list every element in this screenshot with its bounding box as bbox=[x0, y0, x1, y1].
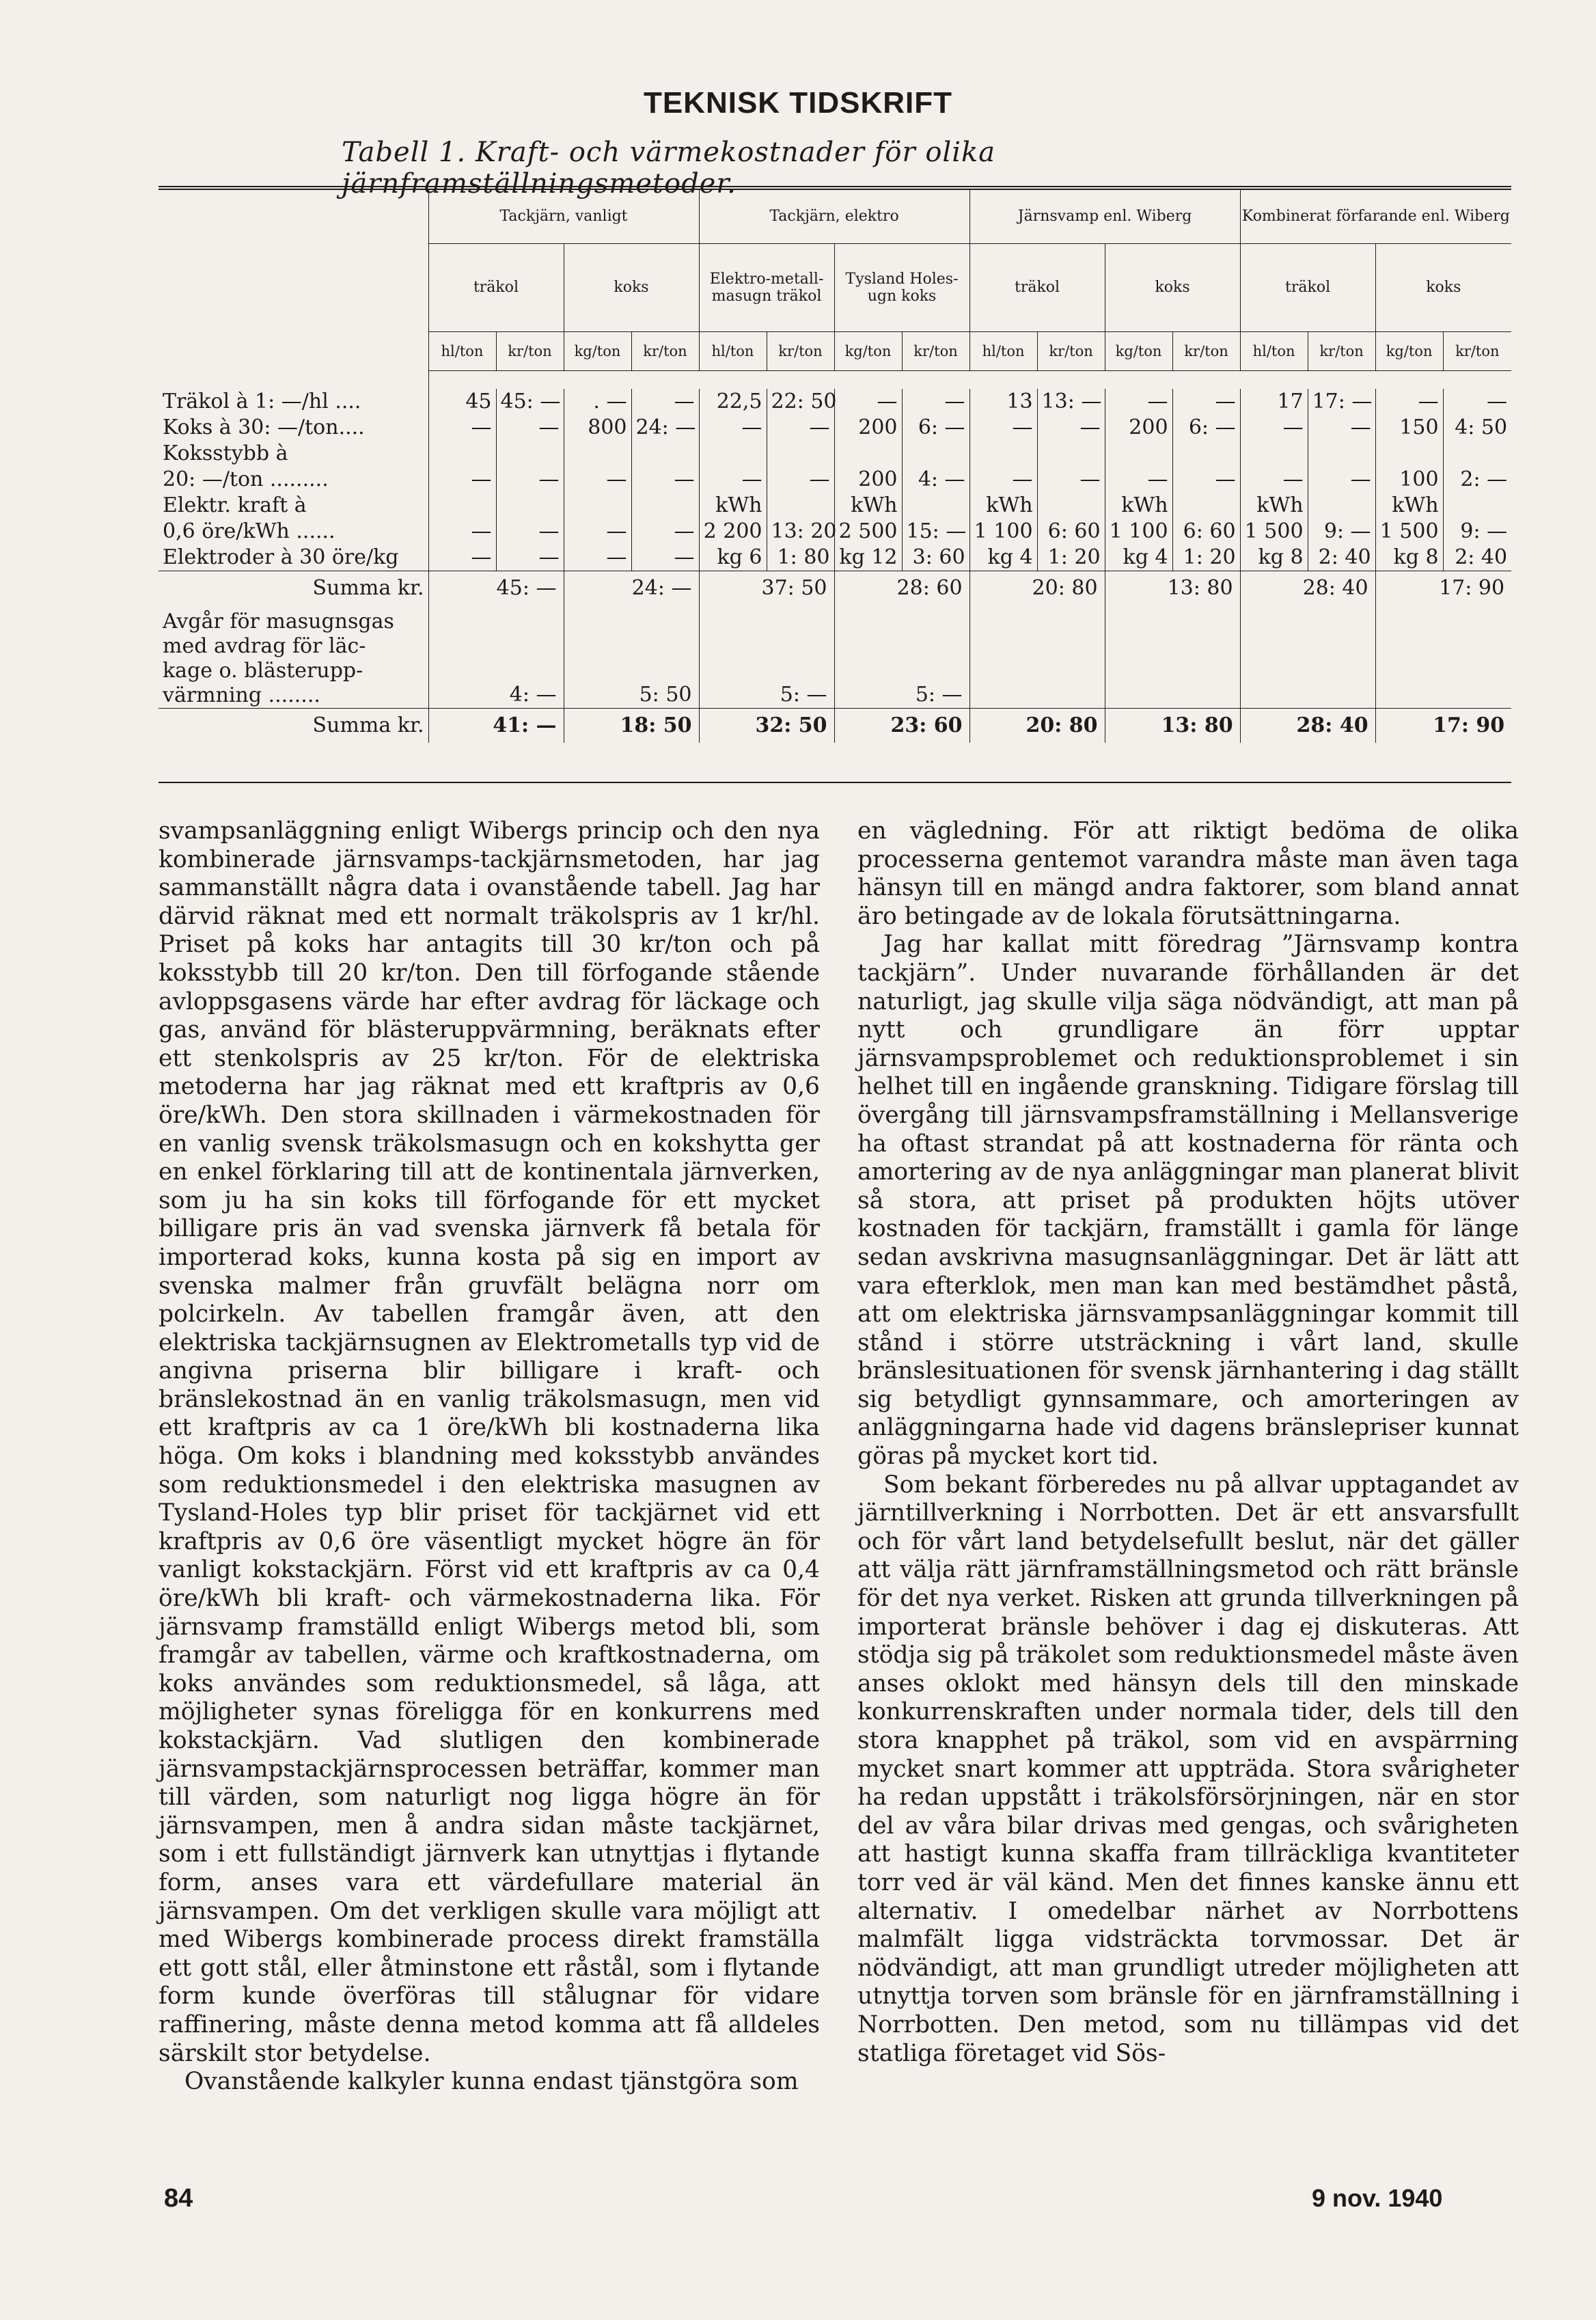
unit-header: kr/ton bbox=[767, 332, 834, 371]
table-cell: kWh bbox=[969, 493, 1037, 519]
header-blank bbox=[159, 332, 428, 371]
table-cell: — bbox=[1105, 389, 1172, 415]
table-cell: — bbox=[631, 519, 699, 545]
spacer bbox=[159, 371, 428, 390]
sum-cell: 37: 50 bbox=[699, 571, 834, 606]
table-cell: — bbox=[631, 389, 699, 415]
row-label: Träkol à 1: —/hl .... bbox=[163, 390, 361, 413]
unit-header: hl/ton bbox=[1240, 332, 1308, 371]
sum-cell: 45: — bbox=[428, 571, 564, 606]
unit-header: kr/ton bbox=[1308, 332, 1375, 371]
subgroup-header: koks bbox=[564, 244, 699, 332]
table-cell: 9: — bbox=[1308, 519, 1375, 545]
table-cell: — bbox=[496, 415, 564, 441]
subgroup-header: koks bbox=[1105, 244, 1240, 332]
unit-header: kr/ton bbox=[1172, 332, 1240, 371]
table-cell: kWh bbox=[834, 493, 902, 519]
unit-header: hl/ton bbox=[428, 332, 496, 371]
header-blank bbox=[159, 244, 428, 332]
table-cell: — bbox=[767, 415, 834, 441]
total-cell: 23: 60 bbox=[834, 709, 969, 743]
unit-header: kr/ton bbox=[902, 332, 969, 371]
cost-table-grid bbox=[159, 190, 1511, 743]
paragraph: Som bekant förberedes nu på allvar upptagandet av järntillverkning i Norrbotten. Det är ett ansvarsfullt och för vårt land betydelsefullt beslut, när det gäller att välja rätt järnframställningsmetod och rätt bränsle för det nya verket. Risken att grunda tillverkningen på importerat bränsle behöver i dag ej diskuteras. Att stödja sig på träkolet som reduktionsmedel måste även anses oklokt med hänsyn dels till den minskade konkurrenskraften under normala tider, dels till den stora knapphet på träkol, som vid en avspärrning mycket snart kommer att uppträda. Stora svårigheter ha redan uppstått i träkolsförsörjningen, när en stor del av våra bilar drivas med gengas, och svårigheten att hastigt kunna skaffa fram tillräckliga kvantiteter torr ved är väl känd. Men det finnes kanske ännu ett alternativ. I omedelbar närhet av Norrbottens malmfält ligga vidsträckta torvmossar. Det är nödvändigt, att man grundligt utreder möjligheten att utnyttja torven som bränsle för en järnframställning i Norrbotten. Den metod, som nu tillämpas vid det statliga företaget vid Sös- bbox=[857, 1471, 1519, 2067]
subgroup-header: Elektro-metall-masugn träkol bbox=[699, 244, 834, 332]
table-cell bbox=[1308, 441, 1375, 467]
unit-header: kg/ton bbox=[1105, 332, 1172, 371]
group-header: Tackjärn, elektro bbox=[699, 190, 969, 244]
paragraph: svampsanläggning enligt Wibergs princip och den nya kombinerade järnsvamps-tackjärnsmetoden, har jag sammanställt några data i ovanstående tabell. Jag har därvid räknat med ett normalt träkolspris av 1 kr/hl. Priset på koks har antagits till 30 kr/ton och på koksstybb till 20 kr/ton. Den till förfogande stående avloppsgasens värde har efter avdrag för läckage och gas, använd för blästeruppvärmning, beräknats efter ett stenkolspris av 25 kr/ton. För de elektriska metoderna har jag räknat med ett kraftpris av 0,6 öre/kWh. Den stora skillnaden i värmekostnaden för en vanlig svensk träkolsmasugn och en kokshytta ger en enkel förklaring till att de kontinentala järnverken, som ju ha sin koks till förfogande för ett mycket billigare pris än vad svenska järnverk få betala för importerad koks, kunna kosta på sig en import av svenska malmer från gruvfält belägna norr om polcirkeln. Av tabellen framgår även, att den elektriska tackjärnsugnen av Elektrometalls typ vid de angivna priserna blir billigare i kraft- och bränslekostnad än en vanlig träkolsmasugn, men vid ett kraftpris av ca 1 öre/kWh bli kostnaderna lika höga. Om koks i blandning med koksstybb användes som reduktionsmedel i den elektriska masugnen av Tysland-Holes typ blir priset för tackjärnet vid ett kraftpris av 0,6 öre väsentligt mycket högre än för vanligt kokstackjärn. Först vid ett kraftpris av ca 0,4 öre/kWh bli kraft- och värmekostnaderna lika. För järnsvamp framställd enligt Wibergs metod bli, som framgår av tabellen, värme och kraftkostnaderna, om koks användes som reduktionsmedel, så låga, att möjligheter synas föreligga för en konkurrens med kokstackjärn. Vad slutligen den kombinerade järnsvampstackjärnsprocessen beträffar, kommer man till värden, som naturligt nog ligga högre än för järnsvampen, men å andra sidan måste tackjärnet, som i ett fullständigt järnverk kan utnyttjas i flytande form, anses vara ett värdefullare material än järnsvampen. Om det verkligen skulle vara möjligt att med Wibergs kombinerade process direkt framställa ett gott stål, eller åtminstone ett råstål, som i flytande form kunde överföras till stålugnar för vidare raffinering, måste denna metod komma att få alldeles särskilt stor betydelse. bbox=[159, 817, 820, 2067]
deduct-label-line: värmning ........ bbox=[163, 683, 320, 707]
table-cell: 6: 60 bbox=[1172, 519, 1240, 545]
table-cell: kg 12 bbox=[834, 545, 902, 571]
table-cell: kWh bbox=[699, 493, 767, 519]
deduct-cell bbox=[1240, 605, 1375, 709]
table-cell bbox=[699, 441, 767, 467]
header-blank bbox=[159, 190, 428, 244]
sum-label: Summa kr. bbox=[159, 709, 428, 743]
table-row bbox=[159, 493, 1511, 519]
page-number: 84 bbox=[164, 2184, 193, 2213]
table-cell: 17 bbox=[1240, 389, 1308, 415]
table-cell: 17: — bbox=[1308, 389, 1375, 415]
sum-cell: 13: 80 bbox=[1105, 571, 1240, 606]
row-label: 20: —/ton ......... bbox=[163, 467, 329, 491]
table-cell: 2 500 bbox=[834, 519, 902, 545]
table-cell: — bbox=[1308, 415, 1375, 441]
table-cell: — bbox=[631, 545, 699, 571]
table-cell: — bbox=[969, 467, 1037, 493]
paragraph: Jag har kallat mitt föredrag ”Järnsvamp kontra tackjärn”. Under nuvarande förhållanden är det naturligt, jag skulle vilja säga nödvändigt, att man på nytt och grundligare än förr upptar järnsvampsproblemet och reduktionsproblemet i sin helhet till en ingående granskning. Tidigare förslag till övergång till järnsvampsframställning i Mellansverige ha oftast strandat på att kostnaderna för ränta och amortering av de nya anläggningar man planerat blivit så stora, att priset på produkten höjts utöver kostnaden för tackjärn, framställt i gamla för länge sedan avskrivna masugnsanläggningar. Det är lätt att vara efterklok, men man kan med bestämdhet påstå, att om elektriska järnsvampsanläggningar kommit till stånd i större utsträckning i vårt land, skulle bränslesituationen för svensk järnhantering i dag ställt sig betydligt gynnsammare, och amorteringen av anläggningarna hade vid dagens bränslepriser kunnat göras på mycket kort tid. bbox=[857, 931, 1519, 1471]
unit-header: kg/ton bbox=[1375, 332, 1443, 371]
table-cell: 13: 20 bbox=[767, 519, 834, 545]
table-row bbox=[159, 441, 1511, 467]
table-cell: — bbox=[564, 467, 631, 493]
table-cell: — bbox=[969, 415, 1037, 441]
subgroup-header: träkol bbox=[1240, 244, 1375, 332]
table-cell: 1: 20 bbox=[1172, 545, 1240, 571]
total-cell: 13: 80 bbox=[1105, 709, 1240, 743]
table-cell: — bbox=[1240, 467, 1308, 493]
table-cell bbox=[1172, 493, 1240, 519]
table-cell bbox=[767, 493, 834, 519]
unit-header: hl/ton bbox=[969, 332, 1037, 371]
table-cell: 13: — bbox=[1037, 389, 1105, 415]
total-cell: 41: — bbox=[428, 709, 564, 743]
table-cell: . — bbox=[564, 389, 631, 415]
sum-label: Summa kr. bbox=[159, 571, 428, 606]
table-cell bbox=[1105, 441, 1172, 467]
table-cell: 45: — bbox=[496, 389, 564, 415]
table-cell bbox=[834, 441, 902, 467]
unit-header: kr/ton bbox=[1443, 332, 1511, 371]
table-cell: — bbox=[428, 545, 496, 571]
deduct-cell: 5: — bbox=[834, 605, 969, 709]
table-cell: kg 6 bbox=[699, 545, 767, 571]
deduct-cell bbox=[1105, 605, 1240, 709]
sum-cell: 17: 90 bbox=[1375, 571, 1511, 606]
table-cell: 1: 20 bbox=[1037, 545, 1105, 571]
table-cell bbox=[1172, 441, 1240, 467]
issue-date: 9 nov. 1940 bbox=[1312, 2184, 1443, 2212]
deduct-label-line: med avdrag för läc- bbox=[163, 634, 366, 658]
row-label: Koksstybb à bbox=[163, 441, 288, 465]
table-cell: — bbox=[834, 389, 902, 415]
table-cell: — bbox=[1037, 467, 1105, 493]
table-cell bbox=[428, 441, 496, 467]
unit-header: kg/ton bbox=[564, 332, 631, 371]
table-cell bbox=[1037, 441, 1105, 467]
table-cell: kWh bbox=[1105, 493, 1172, 519]
table-cell: — bbox=[1308, 467, 1375, 493]
table-row bbox=[159, 545, 1511, 571]
table-cell: — bbox=[1240, 415, 1308, 441]
unit-header: kr/ton bbox=[631, 332, 699, 371]
table-cell bbox=[902, 493, 969, 519]
table-cell bbox=[564, 441, 631, 467]
sum-cell: 24: — bbox=[564, 571, 699, 606]
table-cell: kWh bbox=[1240, 493, 1308, 519]
table-cell bbox=[496, 441, 564, 467]
table-cell: kg 8 bbox=[1240, 545, 1308, 571]
deduct-cell bbox=[969, 605, 1105, 709]
row-label: 0,6 öre/kWh ...... bbox=[163, 519, 335, 543]
table-cell: 6: — bbox=[1172, 415, 1240, 441]
table-cell: 3: 60 bbox=[902, 545, 969, 571]
table-cell: 9: — bbox=[1443, 519, 1511, 545]
table-cell: 6: 60 bbox=[1037, 519, 1105, 545]
table-cell: 4: 50 bbox=[1443, 415, 1511, 441]
table-cell: — bbox=[699, 415, 767, 441]
table-cell: — bbox=[1037, 415, 1105, 441]
group-header: Tackjärn, vanligt bbox=[428, 190, 699, 244]
table-cell: 1 500 bbox=[1375, 519, 1443, 545]
table-row bbox=[159, 519, 1511, 545]
table-cell: — bbox=[428, 519, 496, 545]
table-cell: — bbox=[496, 519, 564, 545]
table-cell: — bbox=[1172, 467, 1240, 493]
table-cell: — bbox=[1172, 389, 1240, 415]
table-cell: 200 bbox=[834, 415, 902, 441]
table-row bbox=[159, 467, 1511, 493]
table-cell: 200 bbox=[1105, 415, 1172, 441]
subgroup-header: träkol bbox=[428, 244, 564, 332]
table-body bbox=[159, 389, 1511, 571]
table-row bbox=[159, 389, 1511, 415]
table-cell: — bbox=[1105, 467, 1172, 493]
right-column bbox=[857, 817, 1519, 2068]
row-label: Elektr. kraft à bbox=[163, 493, 307, 517]
table-cell: kg 4 bbox=[1105, 545, 1172, 571]
table-cell: 100 bbox=[1375, 467, 1443, 493]
table-cell: — bbox=[496, 467, 564, 493]
deduct-label-line: Avgår för masugnsgas bbox=[163, 610, 394, 633]
spacer bbox=[428, 371, 1511, 390]
total-cell: 18: 50 bbox=[564, 709, 699, 743]
table-cell: 6: — bbox=[902, 415, 969, 441]
table-cell: 200 bbox=[834, 467, 902, 493]
sum-cell: 20: 80 bbox=[969, 571, 1105, 606]
table-cell: — bbox=[428, 467, 496, 493]
table-cell: — bbox=[496, 545, 564, 571]
table-cell bbox=[1375, 441, 1443, 467]
total-cell: 20: 80 bbox=[969, 709, 1105, 743]
total-cell: 17: 90 bbox=[1375, 709, 1511, 743]
deduct-cell: 5: — bbox=[699, 605, 834, 709]
subgroup-header: Tysland Holes-ugn koks bbox=[834, 244, 969, 332]
unit-header: kr/ton bbox=[496, 332, 564, 371]
unit-header: kg/ton bbox=[834, 332, 902, 371]
table-cell: kWh bbox=[1375, 493, 1443, 519]
table-cell bbox=[1308, 493, 1375, 519]
table-cell bbox=[1037, 493, 1105, 519]
unit-header: hl/ton bbox=[699, 332, 767, 371]
table-cell bbox=[564, 493, 631, 519]
table-cell: — bbox=[1443, 389, 1511, 415]
table-cell: — bbox=[767, 467, 834, 493]
table-cell bbox=[631, 441, 699, 467]
sum-cell: 28: 40 bbox=[1240, 571, 1375, 606]
deduct-label-line: kage o. blästerupp- bbox=[163, 659, 363, 683]
subgroup-header: träkol bbox=[969, 244, 1105, 332]
table-cell bbox=[496, 493, 564, 519]
table-cell: 1 500 bbox=[1240, 519, 1308, 545]
table-row bbox=[159, 415, 1511, 441]
table-cell: 4: — bbox=[902, 467, 969, 493]
table-cell: — bbox=[564, 519, 631, 545]
table-cell: 800 bbox=[564, 415, 631, 441]
table-cell: kg 4 bbox=[969, 545, 1037, 571]
table-cell bbox=[1443, 493, 1511, 519]
row-label: Koks à 30: —/ton.... bbox=[163, 415, 365, 439]
table-cell: — bbox=[902, 389, 969, 415]
table-cell bbox=[1240, 441, 1308, 467]
paragraph: en vägledning. För att riktigt bedöma de olika processerna gentemot varandra måste man även taga hänsyn till en mängd andra faktorer, som bland annat äro betingade av de lokala förutsättningarna. bbox=[857, 817, 1519, 930]
table-cell bbox=[767, 441, 834, 467]
left-column bbox=[159, 817, 820, 2097]
deduct-cell: 4: — bbox=[428, 605, 564, 709]
sum-cell: 28: 60 bbox=[834, 571, 969, 606]
table-cell: — bbox=[564, 545, 631, 571]
deduct-label bbox=[159, 605, 428, 709]
table-cell: — bbox=[631, 467, 699, 493]
table-cell: 13 bbox=[969, 389, 1037, 415]
table-cell bbox=[969, 441, 1037, 467]
table-cell: 1 100 bbox=[969, 519, 1037, 545]
cost-table bbox=[159, 186, 1511, 783]
table-cell: — bbox=[699, 467, 767, 493]
table-cell: kg 8 bbox=[1375, 545, 1443, 571]
table-caption: Tabell 1. Kraft- och värmekostnader för olika järnframställningsmetoder. bbox=[342, 137, 996, 200]
row-label: Elektroder à 30 öre/kg bbox=[163, 545, 399, 569]
table-cell: 1 100 bbox=[1105, 519, 1172, 545]
subgroup-header: koks bbox=[1375, 244, 1511, 332]
table-cell: 15: — bbox=[902, 519, 969, 545]
table-cell: 22: 50 bbox=[767, 389, 834, 415]
table-cell: — bbox=[428, 415, 496, 441]
table-cell bbox=[1443, 441, 1511, 467]
table-cell: 2: 40 bbox=[1443, 545, 1511, 571]
paragraph: Ovanstående kalkyler kunna endast tjänstgöra som bbox=[184, 2068, 799, 2096]
table-cell: 2 200 bbox=[699, 519, 767, 545]
table-cell: 150 bbox=[1375, 415, 1443, 441]
group-header: Järnsvamp enl. Wiberg bbox=[969, 190, 1240, 244]
deduct-cell: 5: 50 bbox=[564, 605, 699, 709]
table-cell: — bbox=[1375, 389, 1443, 415]
table-cell: 22,5 bbox=[699, 389, 767, 415]
journal-title: TEKNISK TIDSKRIFT bbox=[643, 86, 953, 120]
table-cell: 24: — bbox=[631, 415, 699, 441]
table-cell bbox=[902, 441, 969, 467]
table-cell bbox=[428, 493, 496, 519]
total-cell: 32: 50 bbox=[699, 709, 834, 743]
table-cell: 2: — bbox=[1443, 467, 1511, 493]
total-cell: 28: 40 bbox=[1240, 709, 1375, 743]
unit-header: kr/ton bbox=[1037, 332, 1105, 371]
table-cell: 2: 40 bbox=[1308, 545, 1375, 571]
table-cell: 45 bbox=[428, 389, 496, 415]
group-header: Kombinerat förfarande enl. Wiberg bbox=[1240, 190, 1511, 244]
deduct-cell bbox=[1375, 605, 1511, 709]
table-cell bbox=[631, 493, 699, 519]
table-cell: 1: 80 bbox=[767, 545, 834, 571]
